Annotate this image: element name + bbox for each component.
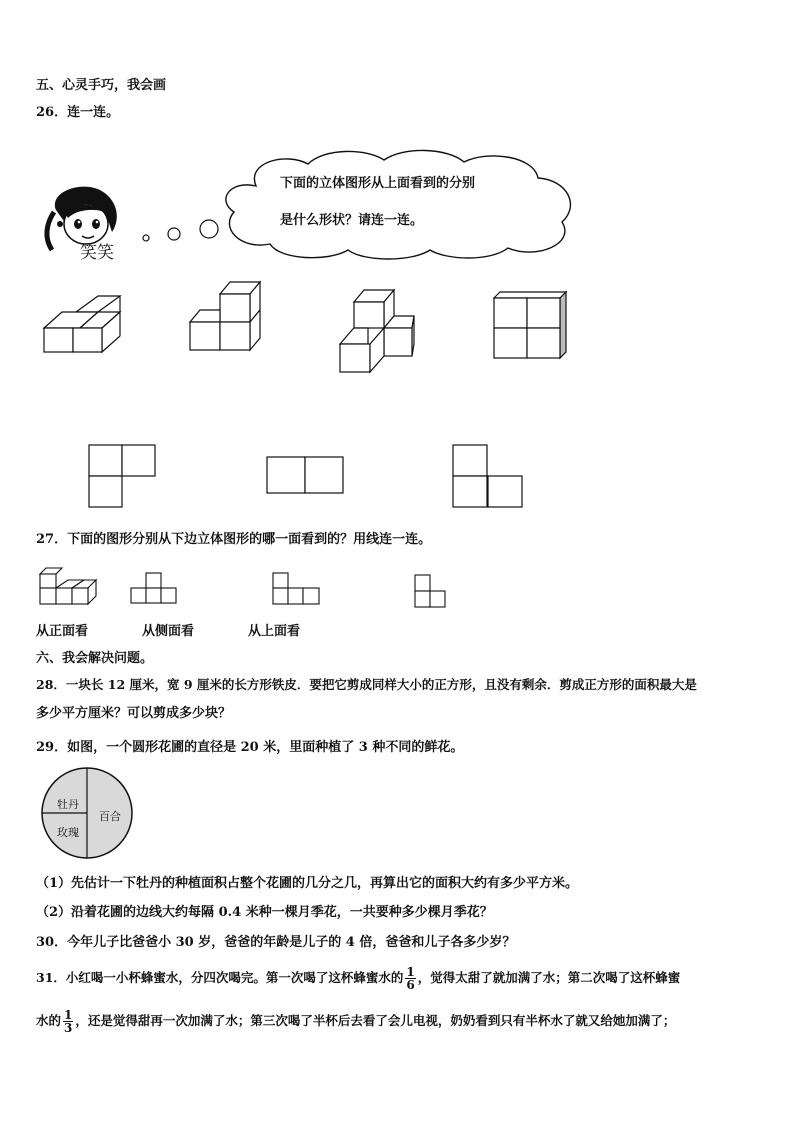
q31-text-part-4: ，还是觉得甜再一次加满了水；第三次喝了半杯后去看了会儿电视，奶奶看到只有半杯水了就又给她加满了； [75,1013,676,1028]
question-30-text: 30．今年儿子比爸爸小 30 岁，爸爸的年龄是儿子的 4 倍，爸爸和儿子各多少岁？ [36,935,516,950]
question-27-text: 27．下面的图形分别从下边立体图形的哪一面看到的？用线连一连。 [36,532,432,547]
question-28-line-2: 多少平方厘米？可以剪成多少块？ [36,706,232,721]
q31-fraction-2-denominator: 3 [64,1021,73,1035]
q27-view-b [272,572,322,608]
q31-text-part-3: 水的 [36,1013,62,1028]
q31-text-part-1: 31．小红喝一小杯蜂蜜水，分四次喝完。第一次喝了这杯蜂蜜水的 [36,970,404,985]
q27-solid-figure [38,566,100,608]
q31-fraction-2-numerator: 1 [64,1008,73,1022]
question-29-text: 29．如图，一个圆形花圃的直径是 20 米，里面种植了 3 种不同的鲜花。 [36,740,464,755]
view-shape-2 [266,456,346,496]
question-31-line-2 [36,1006,675,1036]
bubble-line-2: 是什么形状？请连一连。 [280,213,424,228]
thought-dots [138,212,228,252]
circular-garden-diagram [40,766,136,862]
question-28-line-1: 28．一块长 12 厘米，宽 9 厘米的长方形铁皮．要把它剪成同样大小的正方形，且没有剩余．剪成正方形的面积最大是 [36,677,697,692]
view-shape-1 [88,444,158,510]
q27-view-a [130,572,178,608]
bubble-line-1: 下面的立体图形从上面看到的分别 [280,176,476,191]
q27-label-top: 从上面看 [248,624,301,639]
pie-label-peony: 牡丹 [57,798,79,811]
solid-figure-2 [188,280,268,352]
solid-figure-3 [338,288,422,376]
pie-label-rose: 玫瑰 [57,826,79,839]
question-26-label: 26．连一连。 [36,105,120,120]
q31-fraction-1-numerator: 1 [406,965,415,979]
pie-label-lily: 百合 [99,810,121,823]
q31-fraction-1 [405,966,415,991]
q31-fraction-2 [63,1009,73,1034]
character-name: 笑笑 [80,243,114,263]
q27-label-side: 从侧面看 [142,624,195,639]
solid-figure-1 [40,294,130,356]
question-31-line-1 [36,963,680,993]
q31-text-part-2: ，觉得太甜了就加满了水；第二次喝了这杯蜂蜜 [417,970,681,985]
section-6-heading: 六、我会解决问题。 [36,651,154,666]
q31-fraction-1-denominator: 6 [406,978,415,992]
thought-cloud [216,148,581,260]
question-29-sub-1: （1）先估计一下牡丹的种植面积占整个花圃的几分之几，再算出它的面积大约有多少平方米。 [36,876,579,891]
view-shape-3 [452,444,524,510]
question-29-sub-2: （2）沿着花圃的边线大约每隔 0.4 米种一棵月季花，一共要种多少棵月季花？ [36,905,493,920]
solid-figure-4 [492,290,570,360]
q27-label-front: 从正面看 [36,624,89,639]
section-5-heading: 五、心灵手巧，我会画 [36,78,167,93]
q27-view-c [414,574,448,612]
